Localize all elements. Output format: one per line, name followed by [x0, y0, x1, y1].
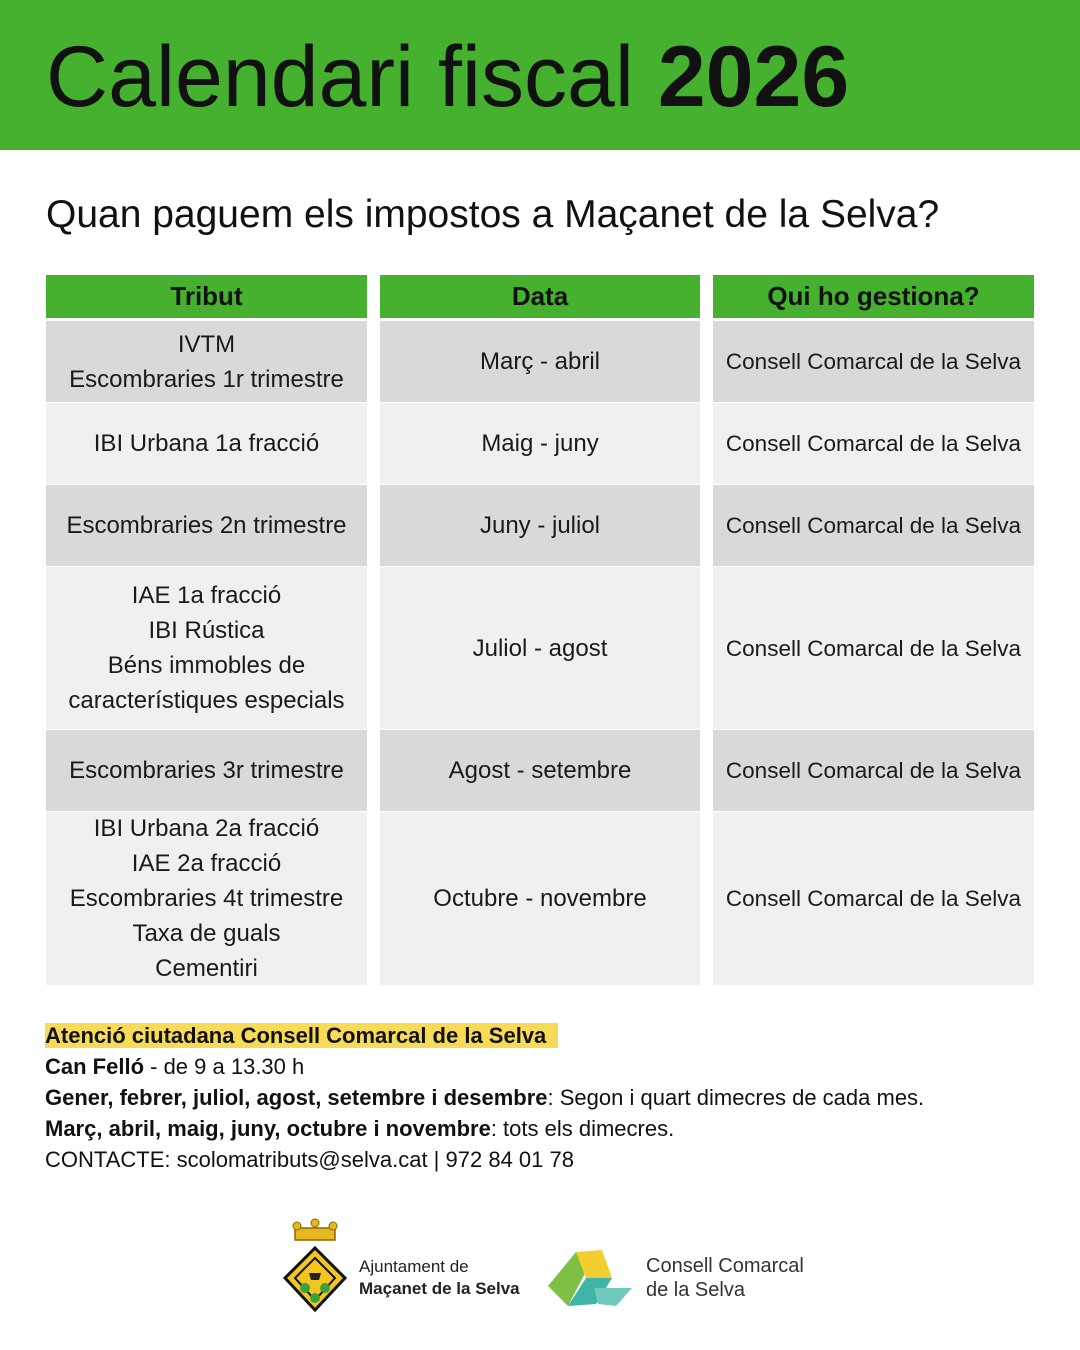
ajuntament-logo [283, 1218, 533, 1318]
consell-comarcal-icon [546, 1248, 636, 1308]
table-cell-tribut [46, 321, 367, 402]
table-cell-qui [713, 485, 1034, 566]
tribut-line: IBI Urbana 2a fracció [93, 815, 320, 842]
table-cell-data [380, 403, 700, 484]
table-cell-qui [713, 730, 1034, 811]
coat-of-arms-icon [283, 1218, 351, 1318]
ajuntament-name [359, 1256, 520, 1300]
table-cell-qui [713, 812, 1034, 985]
tribut-line: Escombraries 1r trimestre [69, 365, 344, 393]
consell-line1: Consell Comarcal [646, 1255, 804, 1277]
table-cell-tribut [46, 403, 367, 484]
tribut-line: IBI Urbana 1a fracció [93, 430, 320, 457]
info-line-schedule-2 [45, 1113, 674, 1144]
tribut-line: IAE 1a fracció [131, 582, 282, 609]
info-line1-bold: Can Felló [45, 1054, 145, 1079]
date-range: Juliol - agost [472, 634, 608, 662]
table-cell-data [380, 321, 700, 402]
info-line-can-fello [45, 1051, 304, 1082]
date-range: Maig - juny [481, 430, 599, 457]
header-bar [0, 0, 1080, 150]
ajuntament-line2: Maçanet de la Selva [359, 1279, 520, 1298]
table-cell-tribut [46, 485, 367, 566]
date-range: Octubre - novembre [433, 885, 647, 912]
page-title [46, 22, 849, 132]
table-cell-qui [713, 403, 1034, 484]
tribut-line: IVTM [177, 330, 236, 358]
info-contact: CONTACTE: scolomatributs@selva.cat | 972 84 01 78 [45, 1147, 574, 1172]
table-cell-qui [713, 321, 1034, 402]
consell-name [646, 1254, 804, 1302]
info-heading [45, 1020, 558, 1051]
tribut-line: Escombraries 4t trimestre [69, 885, 344, 912]
table-cell-qui [713, 567, 1034, 729]
column-header-data: Data [380, 275, 700, 318]
manager-name: Consell Comarcal de la Selva [725, 513, 1022, 538]
table-cell-tribut [46, 730, 367, 811]
table-cell-tribut [46, 567, 367, 729]
date-range: Juny - juliol [479, 512, 601, 539]
tribut-line: característiques especials [68, 687, 345, 714]
manager-name: Consell Comarcal de la Selva [725, 349, 1022, 374]
title-text: Calendari fiscal [46, 29, 658, 125]
tribut-line: Escombraries 2n trimestre [66, 512, 347, 539]
date-range: Març - abril [479, 348, 600, 375]
manager-name: Consell Comarcal de la Selva [725, 758, 1022, 783]
info-highlight: Atenció ciutadana Consell Comarcal de la Selva [45, 1023, 558, 1048]
title-year: 2026 [657, 29, 850, 125]
table-cell-data [380, 485, 700, 566]
manager-name: Consell Comarcal de la Selva [725, 886, 1022, 911]
tribut-line: Béns immobles de [107, 652, 306, 679]
consell-comarcal-logo [546, 1248, 806, 1308]
tribut-line: IBI Rústica [148, 617, 265, 644]
info-line3-rest: : tots els dimecres. [490, 1116, 675, 1141]
tribut-line: Taxa de guals [132, 920, 281, 947]
tribut-line: IAE 2a fracció [131, 850, 282, 877]
table-cell-data [380, 730, 700, 811]
table-cell-data [380, 567, 700, 729]
info-line1-rest: - de 9 a 13.30 h [144, 1054, 305, 1079]
table-cell-data [380, 812, 700, 985]
tribut-line: Escombraries 3r trimestre [69, 757, 344, 784]
info-line-schedule-1 [45, 1082, 924, 1113]
page-subtitle: Quan paguem els impostos a Maçanet de la Selva? [46, 193, 940, 236]
manager-name: Consell Comarcal de la Selva [725, 635, 1022, 661]
consell-line2: de la Selva [646, 1279, 745, 1301]
column-header-qui: Qui ho gestiona? [713, 275, 1034, 318]
ajuntament-line1: Ajuntament de [359, 1257, 469, 1276]
info-line3-bold: Març, abril, maig, juny, octubre i novembre [45, 1116, 491, 1141]
info-line2-bold: Gener, febrer, juliol, agost, setembre i desembre [45, 1085, 548, 1110]
column-header-tribut: Tribut [46, 275, 367, 318]
date-range: Agost - setembre [448, 757, 632, 784]
manager-name: Consell Comarcal de la Selva [725, 431, 1022, 456]
tribut-line: Cementiri [155, 955, 258, 982]
table-cell-tribut [46, 812, 367, 985]
info-line2-rest: : Segon i quart dimecres de cada mes. [547, 1085, 925, 1110]
